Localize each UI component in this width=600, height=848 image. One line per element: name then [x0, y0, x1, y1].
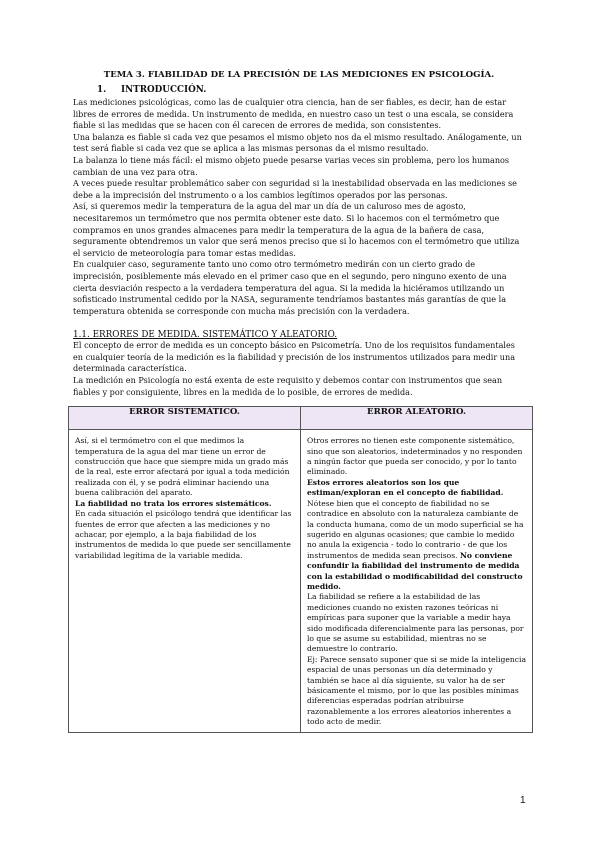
table-row: [69, 430, 533, 732]
error-comparison-table: [68, 406, 533, 732]
page-content: [73, 70, 525, 733]
subsection-heading-errores: 1.1. ERRORES DE MEDIDA. SISTEMÁTICO Y ALEATORIO.: [73, 330, 338, 341]
cell-bold-paragraph: La fiabilidad no trata los errores sistemáticos.: [75, 498, 272, 508]
header-random-error: ERROR ALEATORIO.: [301, 407, 533, 430]
paragraph: A veces puede resultar problemático saber con seguridad si la inestabilidad observada en las mediciones se debe a la imprecisión del instrumento o a los cambios legítimos operados por las personas.: [73, 178, 517, 200]
section-number: 1.: [97, 85, 107, 95]
cell-text: Nótese bien que el concepto de fiabilidad no se contradice en absoluto con la naturaleza cambiante de la conducta humana, como de un modo superficial se ha sugerido en algunas ocasiones; que cambie lo medido no anula la exigencia - todo lo contrario - de que los instrumentos de medida sean precisos.: [307, 498, 524, 560]
cell-bold-paragraph: Estos errores aleatorios son los que estiman/exploran en el concepto de fiabilidad.: [307, 477, 504, 498]
section-title: INTRODUCCIÓN.: [121, 85, 207, 95]
paragraph: En cualquier caso, seguramente tanto uno como otro termómetro medirán con un cierto grado de imprecisión, posiblemente más elevado en el primer caso que en el segundo, pero ninguno exento de una cierta desviación respecto a la verdadera temperatura del agua. Si la medida la hiciéramos utilizando un sofisticado instrumental cedido por la NASA, seguramente tendríamos bastantes más garantías de que la temperatura obtenida se corresponde con mucha más precisión con la verdadera.: [73, 259, 507, 316]
random-error-cell: [301, 430, 533, 732]
paragraph: La medición en Psicología no está exenta de este requisito y debemos contar con instrumentos que sean fiables y por consiguiente, libres en la medida de lo posible, de errores de medida.: [73, 375, 503, 397]
cell-paragraph: Ej: Parece sensato suponer que si se mide la inteligencia espacial de unas personas un día determinado y también se hace al día siguiente, su valor ha de ser básicamente el mismo, por lo que las posibles mínimas diferencias esperadas podrían atribuirse razonablemente a los errores aleatorios inherentes a todo acto de medir.: [307, 654, 526, 727]
paragraph: La balanza lo tiene más fácil: el mismo objeto puede pesarse varias veces sin problema, pero los humanos cambian de una vez para otra.: [73, 154, 510, 177]
cell-paragraph: La fiabilidad se refiere a la estabilidad de las mediciones cuando no existen razones teóricas ni empíricas para suponer que la variable a medir haya sido modificada diferencialmente para las personas, por lo que se asume su estabilidad, mientras no se demuestre lo contrario.: [307, 592, 524, 654]
cell-bold-text: No conviene confundir la fiabilidad del instrumento de medida con la estabilidad o modificabilidad del constructo medido.: [307, 550, 523, 591]
cell-paragraph: Otros errores no tienen este componente sistemático, sino que son aleatorios, indeterminados y no responden a ningún factor que pueda ser conocido, y por lo tanto eliminado.: [307, 436, 523, 477]
document-title: TEMA 3. FIABILIDAD DE LA PRECISIÓN DE LAS MEDICIONES EN PSICOLOGÍA.: [103, 70, 495, 80]
paragraph: Una balanza es fiable si cada vez que pesamos el mismo objeto nos da el mismo resultado. Análogamente, un test será fiable si cada vez que se aplica a las mismas personas da el mismo resultado.: [73, 131, 522, 154]
systematic-error-cell: [69, 430, 301, 732]
cell-paragraph: Así, si el termómetro con el que medimos la temperatura de la agua del mar tiene un error de construcción que hace que siempre mida un grado más de la real, este error afectará por igual a toda medición realizada con él, y se podrá eliminar haciendo una buena calibración del aparato.: [75, 436, 290, 498]
section-heading-introduction: [97, 85, 525, 95]
header-systematic-error: ERROR SISTEMÁTICO.: [69, 407, 301, 430]
paragraph: Las mediciones psicológicas, como las de cualquier otra ciencia, han de ser fiables, es decir, han de estar libres de errores de medida. Un instrumento de medida, en nuestro caso un test o una escala, se considera fiable si las medidas que se hacen con él carecen de errores de medida, son consistentes.: [73, 97, 514, 131]
paragraph: El concepto de error de medida es un concepto básico en Psicometría. Uno de los requisitos fundamentales en cualquier teoría de la medición es la fiabilidad y precisión de los instrumentos utilizados para medir una determinada característica.: [73, 340, 516, 374]
page-number: 1: [520, 795, 526, 806]
table-header-row: [69, 407, 533, 430]
paragraph: Así, si queremos medir la temperatura de la agua del mar un día de un caluroso mes de agosto, necesitaremos un termómetro que nos permita obtener este dato. Si lo hacemos con el termómetro que compramos en unos grandes almacenes para medir la temperatura de la agua de la bañera de casa, seguramente obtendremos un valor que será menos preciso que si lo hacemos con el termómetro que utiliza el servicio de meteorología para tomar estas medidas.: [73, 201, 520, 258]
cell-mixed-paragraph: [307, 499, 526, 593]
cell-paragraph: En cada situación el psicólogo tendrá que identificar las fuentes de error que afecten a las mediciones y no achacar, por ejemplo, a la baja fiabilidad de los instrumentos de medida lo que puede ser sencillamente variabilidad legítima de la variable medida.: [75, 509, 292, 560]
